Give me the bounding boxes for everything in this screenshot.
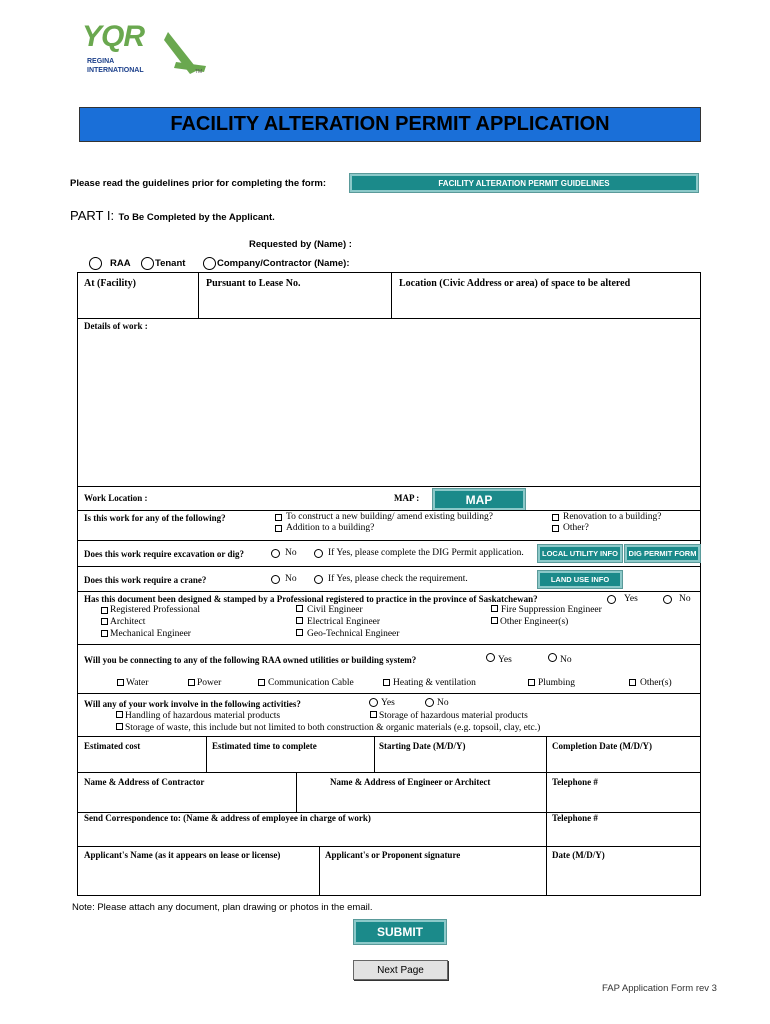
date-label: Date (M/D/Y)	[552, 850, 605, 860]
communication-cable-label: Communication Cable	[268, 678, 354, 688]
activities-no-label: No	[437, 698, 449, 708]
architect-label: Architect	[110, 617, 146, 627]
following-question: Is this work for any of the following?	[84, 513, 226, 523]
date-field[interactable]	[548, 862, 699, 894]
submit-button[interactable]: SUBMIT	[354, 920, 446, 944]
attach-note: Note: Please attach any document, plan drawing or photos in the email.	[72, 902, 373, 913]
excavation-no-radio[interactable]	[271, 549, 280, 558]
other-label: Other?	[563, 523, 589, 533]
new-building-label: To construct a new building/ amend existing building?	[286, 512, 493, 522]
contractor-label-2: Name & Address of Contractor	[84, 777, 205, 787]
telephone1-field[interactable]	[548, 789, 699, 810]
storage-hazardous-checkbox[interactable]	[370, 711, 377, 718]
registered-professional-checkbox[interactable]	[101, 607, 108, 614]
tenant-label: Tenant	[155, 258, 186, 269]
send-correspondence-label: Send Correspondence to: (Name & address of employee in charge of work)	[84, 813, 371, 823]
tenant-radio[interactable]	[141, 257, 154, 270]
at-facility-field[interactable]	[79, 292, 196, 316]
excavation-yes-radio[interactable]	[314, 549, 323, 558]
estimated-time-field[interactable]	[208, 752, 372, 771]
crane-question: Does this work require a crane?	[84, 575, 207, 585]
at-facility-label: At (Facility)	[84, 278, 136, 289]
telephone2-label: Telephone #	[552, 813, 598, 823]
page-title: FACILITY ALTERATION PERMIT APPLICATION	[170, 113, 610, 135]
crane-no-label: No	[285, 574, 297, 584]
handling-hazardous-label: Handling of hazardous material products	[125, 711, 281, 721]
designed-question: Has this document been designed & stamped by a Professional registered to practice in the province of Saskatchewan?	[84, 594, 538, 604]
storage-hazardous-label: Storage of hazardous material products	[379, 711, 528, 721]
electrical-engineer-checkbox[interactable]	[296, 617, 303, 624]
contractor-label: Company/Contractor (Name):	[217, 258, 350, 269]
new-building-checkbox[interactable]	[275, 514, 282, 521]
guidelines-prompt: Please read the guidelines prior for completing the form:	[70, 178, 327, 189]
excavation-question: Does this work require excavation or dig?	[84, 549, 244, 559]
utilities-no-radio[interactable]	[548, 653, 557, 662]
utilities-yes-radio[interactable]	[486, 653, 495, 662]
plumbing-label: Plumbing	[538, 678, 575, 688]
part-label	[70, 207, 275, 225]
designed-no-radio[interactable]	[663, 595, 672, 604]
logo-international: INTERNATIONAL	[87, 67, 144, 74]
dig-permit-form-button[interactable]: DIG PERMIT FORM	[625, 545, 700, 562]
architect-checkbox[interactable]	[101, 618, 108, 625]
guidelines-button[interactable]: FACILITY ALTERATION PERMIT GUIDELINES	[350, 174, 698, 192]
logo-tm: TM	[195, 69, 203, 75]
details-field[interactable]	[79, 333, 699, 483]
designed-yes-label: Yes	[624, 594, 638, 604]
telephone2-field[interactable]	[548, 826, 699, 845]
communication-cable-checkbox[interactable]	[258, 679, 265, 686]
other-engineer-checkbox[interactable]	[491, 617, 498, 624]
telephone1-label: Telephone #	[552, 777, 598, 787]
designed-no-label: No	[679, 594, 691, 604]
estimated-cost-label: Estimated cost	[84, 741, 141, 751]
plumbing-checkbox[interactable]	[528, 679, 535, 686]
contractor-radio[interactable]	[203, 257, 216, 270]
send-correspondence-field[interactable]	[79, 826, 544, 845]
engineer-label: Name & Address of Engineer or Architect	[330, 777, 491, 787]
fire-suppression-label: Fire Suppression Engineer	[501, 605, 602, 615]
excavation-ifyes-label: If Yes, please complete the DIG Permit application.	[328, 548, 524, 558]
activities-question: Will any of your work involve in the following activities?	[84, 699, 301, 709]
engineer-field[interactable]	[298, 789, 544, 810]
map-label: MAP :	[394, 493, 420, 503]
start-date-field[interactable]	[376, 752, 544, 771]
others-label: Other(s)	[640, 678, 672, 688]
designed-yes-radio[interactable]	[607, 595, 616, 604]
activities-yes-radio[interactable]	[369, 698, 378, 707]
crane-no-radio[interactable]	[271, 575, 280, 584]
activities-no-radio[interactable]	[425, 698, 434, 707]
logo	[80, 22, 210, 80]
contractor-field[interactable]	[79, 789, 294, 810]
local-utility-info-button[interactable]: LOCAL UTILITY INFO	[538, 545, 622, 562]
location-field[interactable]	[393, 292, 699, 316]
location-label: Location (Civic Address or area) of space to be altered	[399, 278, 631, 289]
applicant-name-label: Applicant's Name (as it appears on lease or license)	[84, 850, 281, 860]
other-engineer-label: Other Engineer(s)	[500, 617, 569, 627]
lease-no-label: Pursuant to Lease No.	[206, 278, 301, 289]
map-button[interactable]: MAP	[433, 489, 525, 510]
start-date-label: Starting Date (M/D/Y)	[379, 741, 466, 751]
mechanical-engineer-label: Mechanical Engineer	[110, 629, 191, 639]
fire-suppression-checkbox[interactable]	[491, 605, 498, 612]
utilities-yes-label: Yes	[498, 655, 512, 665]
next-page-button[interactable]: Next Page	[353, 960, 448, 980]
applicant-name-field[interactable]	[79, 862, 317, 894]
addition-label: Addition to a building?	[286, 523, 375, 533]
water-checkbox[interactable]	[117, 679, 124, 686]
other-checkbox[interactable]	[552, 525, 559, 532]
requested-by-label: Requested by (Name) :	[249, 239, 352, 250]
storage-waste-checkbox[interactable]	[116, 723, 123, 730]
logo-city: REGINA	[87, 58, 115, 65]
utilities-question: Will you be connecting to any of the following RAA owned utilities or building system?	[84, 655, 417, 665]
estimated-cost-field[interactable]	[79, 752, 204, 771]
title-banner	[79, 107, 701, 142]
heating-ventilation-label: Heating & ventilation	[393, 678, 476, 688]
excavation-no-label: No	[285, 548, 297, 558]
storage-waste-label: Storage of waste, this include but not limited to both construction & organic materials (e.g. topsoil, clay, etc.)	[125, 723, 541, 733]
form-revision: FAP Application Form rev 3	[602, 983, 717, 994]
heating-ventilation-checkbox[interactable]	[383, 679, 390, 686]
registered-professional-label: Registered Professional	[110, 605, 200, 615]
crane-ifyes-label: If Yes, please check the requirement.	[328, 574, 468, 584]
signature-field[interactable]	[321, 862, 544, 894]
details-label: Details of work :	[84, 321, 148, 331]
estimated-time-label: Estimated time to complete	[212, 741, 317, 751]
civil-engineer-checkbox[interactable]	[296, 605, 303, 612]
handling-hazardous-checkbox[interactable]	[116, 711, 123, 718]
crane-yes-radio[interactable]	[314, 575, 323, 584]
part-subtitle: To Be Completed by the Applicant.	[118, 212, 275, 223]
utilities-no-label: No	[560, 655, 572, 665]
activities-yes-label: Yes	[381, 698, 395, 708]
raa-label: RAA	[110, 258, 131, 269]
electrical-engineer-label: Electrical Engineer	[307, 617, 381, 627]
renovation-label: Renovation to a building?	[563, 512, 662, 522]
completion-date-label: Completion Date (M/D/Y)	[552, 741, 652, 751]
lease-no-field[interactable]	[200, 292, 389, 316]
geo-technical-engineer-checkbox[interactable]	[296, 629, 303, 636]
logo-text: YQR	[82, 20, 145, 53]
part-number: PART I:	[70, 208, 115, 223]
power-checkbox[interactable]	[188, 679, 195, 686]
work-location-label: Work Location :	[84, 493, 148, 503]
power-label: Power	[197, 678, 222, 688]
renovation-checkbox[interactable]	[552, 514, 559, 521]
civil-engineer-label: Civil Engineer	[307, 605, 363, 615]
signature-label: Applicant's or Proponent signature	[325, 850, 461, 860]
geo-technical-engineer-label: Geo-Technical Engineer	[307, 629, 400, 639]
addition-checkbox[interactable]	[275, 525, 282, 532]
completion-date-field[interactable]	[548, 752, 699, 771]
water-label: Water	[126, 678, 149, 688]
others-checkbox[interactable]	[629, 679, 636, 686]
raa-radio[interactable]	[89, 257, 102, 270]
land-use-info-button[interactable]: LAND USE INFO	[538, 571, 622, 588]
mechanical-engineer-checkbox[interactable]	[101, 630, 108, 637]
